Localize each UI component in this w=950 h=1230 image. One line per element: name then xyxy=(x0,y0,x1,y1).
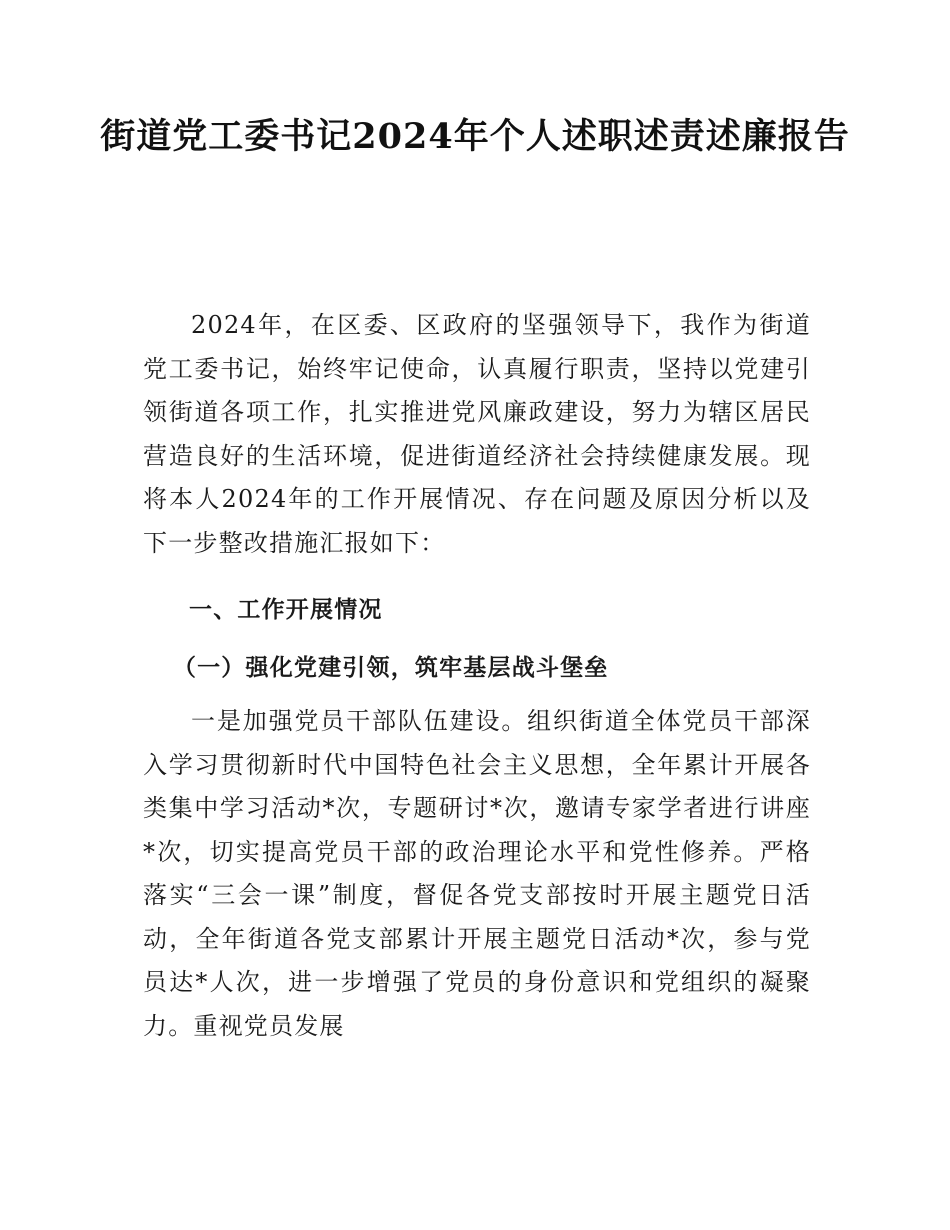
subsection-heading-party-building: （一）强化党建引领，筑牢基层战斗堡垒 xyxy=(172,655,609,681)
document-title: 街道党工委书记2024年个人述职述责述廉报告 xyxy=(100,116,850,157)
body-paragraph-party-members: 一是加强党员干部队伍建设。组织街道全体党员干部深入学习贯彻新时代中国特色社会主义思想，全年累计开展各类集中学习活动*次，专题研讨*次，邀请专家学者进行讲座*次，切实提高党员干部的政治理论水平和党性修养。严格落实“三会一课”制度，督促各党支部按时开展主题党日活动，全年街道各党支部累计开展主题党日活动*次，参与党员达*人次，进一步增强了党员的身份意识和党组织的凝聚力。重视党员发展 xyxy=(143,707,811,1040)
intro-paragraph: 2024年，在区委、区政府的坚强领导下，我作为街道党工委书记，始终牢记使命，认真履行职责，坚持以党建引领街道各项工作，扎实推进党风廉政建设，努力为辖区居民营造良好的生活环境，促进街道经济社会持续健康发展。现将本人2024年的工作开展情况、存在问题及原因分析以及下一步整改措施汇报如下： xyxy=(143,311,811,557)
section-heading-work-progress: 一、工作开展情况 xyxy=(189,597,383,623)
document-body xyxy=(143,304,811,1048)
